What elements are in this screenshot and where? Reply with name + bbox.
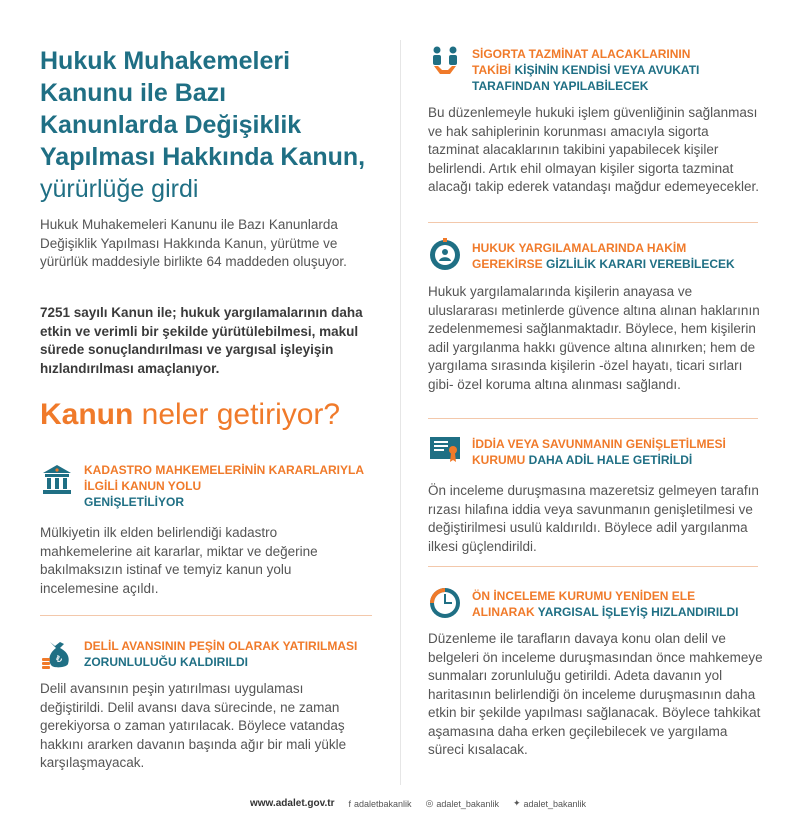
section-delil	[40, 636, 380, 776]
heading-bold: Kanun	[40, 398, 134, 431]
section-title-part: DELİL AVANSININ PEŞİN OLARAK YATIRILMASI	[84, 639, 358, 653]
section-title-part: ÖN İNCELEME KURUMU YENİDEN ELE	[472, 589, 696, 603]
section-title-part: İDDİA VEYA SAVUNMANIN GENİŞLETİLMESİ	[472, 437, 726, 451]
section-body: Ön inceleme duruşmasına mazeretsiz gelmeyen tarafın rızası hilafına iddia veya savunmanın genişletilmesi ve değiştirilmesi usulü kaldırıldı. Böylece adil yargılanma ilkesi güçlendirildi.	[428, 483, 759, 554]
column-divider	[400, 40, 401, 785]
section-gizlilik	[428, 238, 773, 413]
section-title-part: KADASTRO MAHKEMELERİNİN KARARLARIYLA İLGİLİ KANUN YOLU	[84, 463, 364, 493]
footer	[250, 798, 586, 809]
section-title-part: ALINARAK	[472, 605, 535, 619]
intro-bold-text: 7251 sayılı Kanun ile; hukuk yargılamalarının daha etkin ve verimli bir şekilde yürütülebilmesi, makul sürede sonuçlandırılması ve yargısal işleyişin hızlandırılması amaçlanıyor.	[40, 305, 363, 376]
divider	[428, 566, 758, 567]
twitter-handle: adalet_bakanlik	[523, 798, 587, 809]
section-title-part: DAHA ADİL HALE GETİRİLDİ	[528, 453, 693, 467]
title-light: yürürlüğe girdi	[40, 175, 199, 203]
facebook-icon: f	[348, 798, 351, 809]
section-title-part: YARGISAL İŞLEYİŞ HIZLANDIRILDI	[537, 605, 739, 619]
twitter-icon: ✦	[512, 798, 521, 808]
section-body: Düzenleme ile tarafların davaya konu olan delil ve belgeleri ön inceleme duruşmasından önce mahkemeye sunmaları zorunluluğu getirildi. Adeta davanın yol haritasının belirlendiği ön inceleme duruşmasının daha etkin bir şekilde yapılması sağlanacak. Böylece tahkikat aşamasına daha erken geçilebilecek ve yargılama süreci kısalacak.	[428, 631, 763, 757]
section-title-part: ZORUNLULUĞU KALDIRILDI	[84, 655, 248, 669]
section-title-part: KURUMU	[472, 453, 526, 467]
section-heading	[40, 398, 340, 432]
section-body: Mülkiyetin ilk elden belirlendiği kadastro mahkemelerine ait kararlar, miktar ve değerine bakılmaksızın istinaf ve temyiz kanun yolu incelemesine açıldı.	[40, 525, 318, 596]
section-on-inceleme	[428, 586, 773, 776]
building-icon	[40, 462, 74, 496]
section-kadastro	[40, 462, 380, 602]
section-title-part: TARAFINDAN YAPILABİLECEK	[472, 79, 649, 93]
section-title-part: KİŞİNİN KENDİSİ VEYA AVUKATI	[514, 63, 700, 77]
divider	[40, 615, 372, 616]
section-title-part: HUKUK YARGILAMALARINDA HAKİM	[472, 241, 687, 255]
website-link[interactable]: www.adalet.gov.tr	[250, 798, 335, 809]
twitter-link[interactable]	[513, 798, 586, 809]
clock-icon	[428, 586, 462, 620]
section-body: Delil avansının peşin yatırılması uygulaması değiştirildi. Delil avansı dava sürecinde, ne zaman gerekiyorsa o zaman yatırılacak. Böylece vatandaş hakkını ararken davanın başında ağır bir mali yükle karşılaşmayacak.	[40, 681, 347, 770]
instagram-link[interactable]	[426, 798, 499, 809]
section-iddia	[428, 434, 773, 559]
section-title-part: GENİŞLETİLİYOR	[84, 495, 185, 509]
divider	[428, 222, 758, 223]
certificate-icon	[428, 434, 462, 468]
privacy-icon	[428, 238, 462, 272]
facebook-handle: adaletbakanlik	[353, 798, 412, 809]
instagram-handle: adalet_bakanlik	[436, 798, 499, 809]
section-title-part: GEREKİRSE	[472, 257, 543, 271]
intro-text: Hukuk Muhakemeleri Kanunu ile Bazı Kanunlarda Değişiklik Yapılması Hakkında Kanun, yürütme ve yürürlük maddesiyle birlikte 64 maddeden oluşuyor.	[40, 217, 347, 269]
people-icon	[428, 44, 462, 78]
section-title-part: SİGORTA TAZMİNAT ALACAKLARININ	[472, 47, 691, 61]
svg-text:₺: ₺	[55, 654, 63, 665]
money-bag-icon	[40, 636, 74, 670]
divider	[428, 418, 758, 419]
section-sigorta	[428, 44, 773, 214]
instagram-icon: ◎	[425, 798, 434, 808]
section-body: Hukuk yargılamalarında kişilerin anayasa ve uluslararası metinlerde güvence altına alınan haklarının zedelenmemesi sağlanmaktadır. Böylece, hem kişilerin adil yargılanma hakkı güvence altına alınırken; hem de yargılama sırasında kişilerin -özel hayatı, ticari sırları gibi- özel koruma altına alınması sağlandı.	[428, 284, 760, 392]
heading-light: neler getiriyor?	[133, 398, 341, 431]
section-title-part: GİZLİLİK KARARI VEREBİLECEK	[546, 257, 735, 271]
section-title-part: TAKİBİ	[472, 63, 512, 77]
title-bold: Hukuk Muhakemeleri Kanunu ile Bazı Kanunlarda Değişiklik Yapılması Hakkında Kanun,	[40, 47, 366, 171]
facebook-link[interactable]	[348, 799, 411, 809]
page-title	[40, 45, 370, 205]
section-body: Bu düzenlemeyle hukuki işlem güvenliğinin sağlanması ve hak sahiplerinin korunması amacıyla sigorta tazminat alacaklarının takibini yapabilecek kişiler belirlendi. Artık ehil olmayan kişiler sigorta tazminat alacağı takip ederek vatandaşı mağdur edemeyecekler.	[428, 105, 759, 194]
